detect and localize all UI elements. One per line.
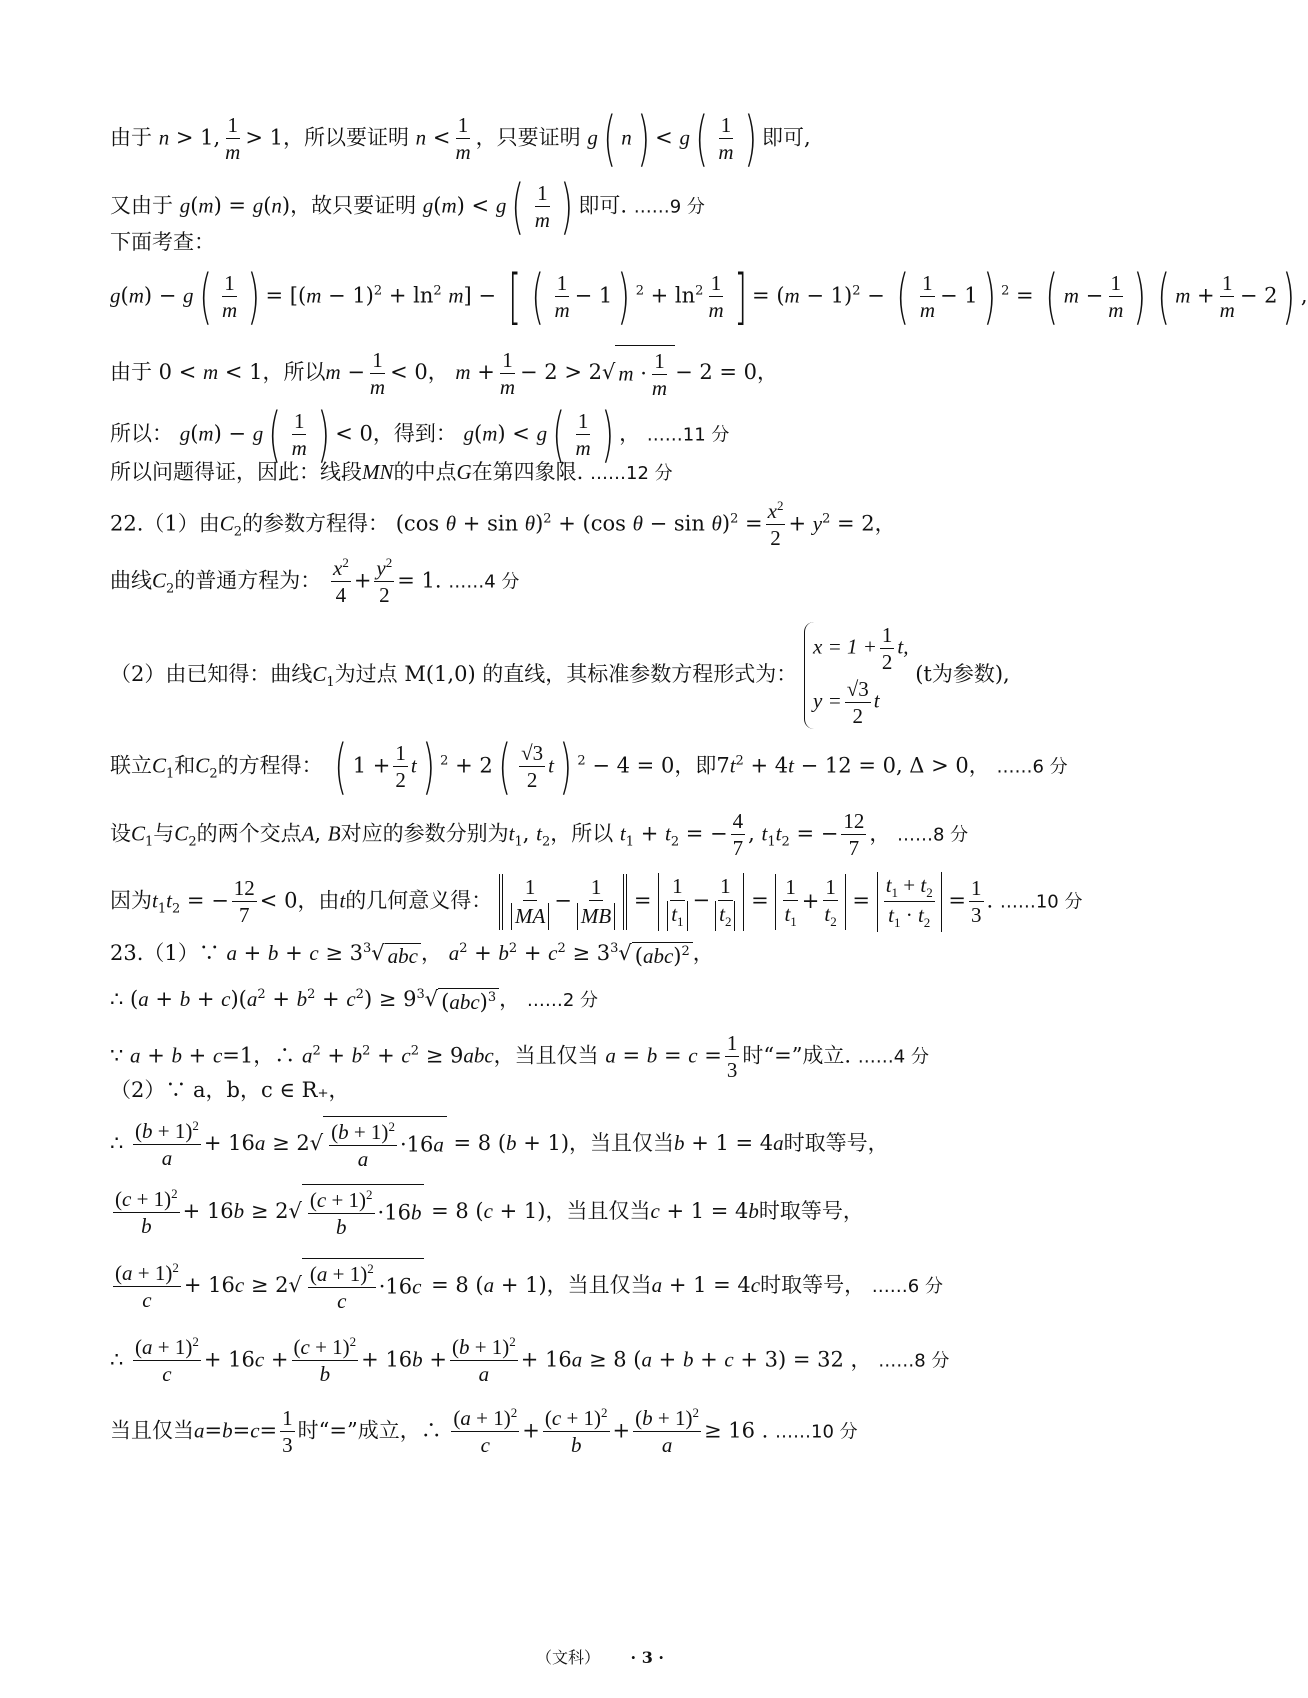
text: 由于 xyxy=(110,125,152,150)
text: 23.（1）∵ xyxy=(110,941,220,965)
text-line: 所以问题得证，因此：线段MN的中点G在第四象限. ……12 分 xyxy=(110,460,673,484)
math-line: 所以： g(m) − g( $\frac{1}{m}$ ) < 0，得到： g(m) < g( $\frac{1}{m}$ ) ， ……11 分 xyxy=(110,399,730,470)
text-line: 由于 n > 1, $\frac{1}{m}$ > 1，所以要证明 n < $\frac{1}{m}$ ，只要证明 g( n) < g( $\frac{1}{m}$ ) 即可, xyxy=(110,103,811,174)
math-line: 联立$C_1$和$C_2$的方程得： ( 1 + $\frac{1}{2}$ t) $^2$ + 2( $\frac{√3}{2}$ t) $^2$ − 4 = 0，即$7t^2 + 4t - 12 = 0$, Δ > 0， ……6 分 xyxy=(110,731,1068,802)
text: 设 xyxy=(110,821,131,846)
text-line: （2）∵ a，b，c ∈ R₊， xyxy=(110,1078,350,1102)
math-line: 设$C_1$与$C_2$的两个交点A, B对应的参数分别为$t_1$, $t_2$，所以 $t_1 + t_2$ = − $\frac{4}{7}$ , $t_1t_2$ = − $\frac{12}{7}$ ， ……8 分 xyxy=(110,809,969,861)
text: （2）由已知得：曲线 xyxy=(110,662,313,686)
text: 即可. xyxy=(578,193,628,218)
text-line: 下面考查： xyxy=(110,230,215,254)
text: 和 xyxy=(174,753,196,778)
math-line: 由于 0 < m < 1，所以m − $\frac{1}{m}$ < 0， m + $\frac{1}{m}$ − 2 > 2√ m · $\frac{1}{m}$ − 2 = 0， xyxy=(110,345,778,402)
text: ，∴ xyxy=(253,1043,296,1068)
score-mark: ……10 分 xyxy=(999,891,1083,913)
score-mark: ……8 分 xyxy=(878,1350,950,1372)
math-line: （2）由已知得：曲线$C_1$为过点 M(1,0) 的直线，其标准参数方程形式为： x = 1 + $\frac{1}{2}$ t, y = $\frac{√3}{2}$ t (t为参数), xyxy=(110,623,1010,728)
score-mark: ……9 分 xyxy=(633,196,705,218)
parametric-system: x = 1 + $\frac{1}{2}$ t, y = $\frac{√3}{2}$ t xyxy=(804,622,909,729)
text: ，故只要证明 xyxy=(290,193,417,218)
score-mark: ……12 分 xyxy=(590,463,673,484)
text: ，当且仅当 xyxy=(545,1198,651,1223)
text: 为过点 M(1,0) 的直线，其标准参数方程形式为： xyxy=(334,662,798,686)
text: ，得到： xyxy=(372,421,457,446)
text: 所以： xyxy=(110,421,173,446)
text: t为参数 xyxy=(923,662,995,686)
math-line: 曲线$C_2$的普通方程为： $\frac{x^2}{4}$ + $\frac{y^2}{2}$ = 1. ……4 分 xyxy=(110,555,520,608)
text: 即可, xyxy=(761,125,811,150)
text: 联立 xyxy=(110,753,152,778)
page-number: · 3 · xyxy=(630,1648,664,1667)
text: ，即 xyxy=(674,753,717,778)
page-footer xyxy=(0,1645,1200,1668)
text: 时“=”成立，∴ xyxy=(297,1418,442,1443)
score-mark: ……10 分 xyxy=(775,1421,858,1443)
text: 对应的参数分别为 xyxy=(340,821,509,846)
text-line: 又由于 g(m) = g(n)，故只要证明 g(m) < g( $\frac{1}{m}$ ) 即可. ……9 分 xyxy=(110,171,705,242)
math-line: ∴ $(a + b + c)(a^2 + b^2 + c^2) \ge 9^3√$ (abc)$^3$ ， ……2 分 xyxy=(110,987,598,1014)
text: 又由于 xyxy=(110,193,173,218)
score-mark: ……8 分 xyxy=(897,824,969,846)
score-mark: ……6 分 xyxy=(996,756,1068,778)
score-mark: ……4 分 xyxy=(448,571,520,593)
score-mark: ……11 分 xyxy=(646,424,730,446)
text: 的方程得： xyxy=(217,753,323,778)
footer-label: （文科） xyxy=(536,1648,601,1667)
text: ，所以 xyxy=(262,359,326,384)
math-line: $\frac{(a + 1)^2}{c}$ + 16c ≥ 2√ $\frac{(a + 1)^2}{c}$ ·16c = 8 (a + 1)，当且仅当a + 1 = 4c时取等号， ……6 分 xyxy=(115,1259,943,1314)
math-line: g(m) − g( $\frac{1}{m}$ ) = $[(m - 1)^2 + \ln^2 m]$ − [ ( $\frac{1}{m}$ − 1) $^2 + \ln^2$ $\frac{1}{m}$ ] = $(m - 1)^2$ − ( $\frac{1}{m}$ − 1) $^2$ = ( m − $\frac{1}{m}$ ) ( m + $\frac{1}{m}$ − 2) , xyxy=(110,261,1308,332)
text: 22.（1）由 xyxy=(110,511,220,536)
math-line: ∴ $\frac{(a + 1)^2}{c}$ + 16c + $\frac{(c + 1)^2}{b}$ + 16b + $\frac{(b + 1)^2}{a}$ + 16a ≥ 8 (a + b + c + 3) = 32 ， ……8 分 xyxy=(110,1334,950,1387)
math-line: ∵ a + b + c=1，∴ $a^2 + b^2 + c^2 \ge 9abc$，当且仅当 a = b = c = $\frac{1}{3}$ 时“=”成立. ……4 分 xyxy=(110,1031,929,1083)
math-line: 23.（1）∵ $a + b + c \ge 3^3√$ abc ， $a^2 + b^2 + c^2 \ge 3^3√$ (abc)$^2$ ， xyxy=(110,941,714,968)
text: ，当且仅当 xyxy=(569,1130,675,1155)
text: 时取等号， xyxy=(760,1272,866,1297)
text: 的中点 xyxy=(393,460,457,484)
math-line: $\frac{(c + 1)^2}{b}$ + 16b ≥ 2√ $\frac{(c + 1)^2}{b}$ ·16b = 8 (c + 1)，当且仅当c + 1 = 4b时取等号， xyxy=(115,1185,864,1240)
text: ，所以要证明 xyxy=(282,125,409,150)
text: 时取等号， xyxy=(783,1130,889,1155)
text: 与 xyxy=(153,821,175,846)
text: 当且仅当 xyxy=(110,1418,194,1443)
text: 所以问题得证，因此：线段 xyxy=(110,460,362,484)
score-mark: ……6 分 xyxy=(871,1275,943,1297)
text: 的普通方程为： xyxy=(174,568,322,593)
text: 曲线 xyxy=(110,568,152,593)
score-mark: ……2 分 xyxy=(526,990,598,1011)
math-line: 因为$t_1t_2$ = − $\frac{12}{7}$ < 0，由t的几何意义得： $\frac{1}{MA}$ − $\frac{1}{MB}$ = $\frac{1}{t_1}$ − $\frac{1}{t_2}$ = $\frac{1}{t_1}$ + $\frac{1}{t_2}$ = $\frac{t_1 + t_2}{t_1 \cdot t_2}$ = $\frac{1}{3}$ . ……10 分 xyxy=(110,873,1083,931)
math-line: 当且仅当a=b=c= $\frac{1}{3}$ 时“=”成立，∴ $\frac{(a + 1)^2}{c}$ + $\frac{(c + 1)^2}{b}$ + $\frac{(b + 1)^2}{a}$ ≥ 16 . ……10 分 xyxy=(110,1405,858,1458)
text: 由于 xyxy=(110,359,152,384)
math-line: ∴ $\frac{(b + 1)^2}{a}$ + 16a ≥ 2√ $\frac{(b + 1)^2}{a}$ ·16a = 8 (b + 1)，当且仅当b + 1 = 4a时取等号， xyxy=(110,1117,889,1172)
text: 时“=”成立. xyxy=(742,1043,852,1068)
text: 的参数方程得： xyxy=(242,511,390,536)
text: 时取等号， xyxy=(758,1198,864,1223)
text: ，只要证明 xyxy=(475,125,581,150)
text: ，当且仅当 xyxy=(493,1043,599,1068)
text: 的几何意义得： xyxy=(345,888,493,913)
text: 在第四象限. xyxy=(471,460,584,484)
text: ，当且仅当 xyxy=(546,1272,652,1297)
text: ，由 xyxy=(297,888,340,913)
text: ，所以 xyxy=(550,821,614,846)
score-mark: ……4 分 xyxy=(857,1046,929,1068)
text: 的两个交点 xyxy=(196,821,302,846)
text: 因为 xyxy=(110,888,152,913)
math-line: 22.（1）由$C_2$的参数方程得： (cos θ + sin θ)$^2$ + (cos θ − sin θ)$^2$ = $\frac{x^2}{2}$ + $y^2 = 2$， xyxy=(110,498,896,551)
